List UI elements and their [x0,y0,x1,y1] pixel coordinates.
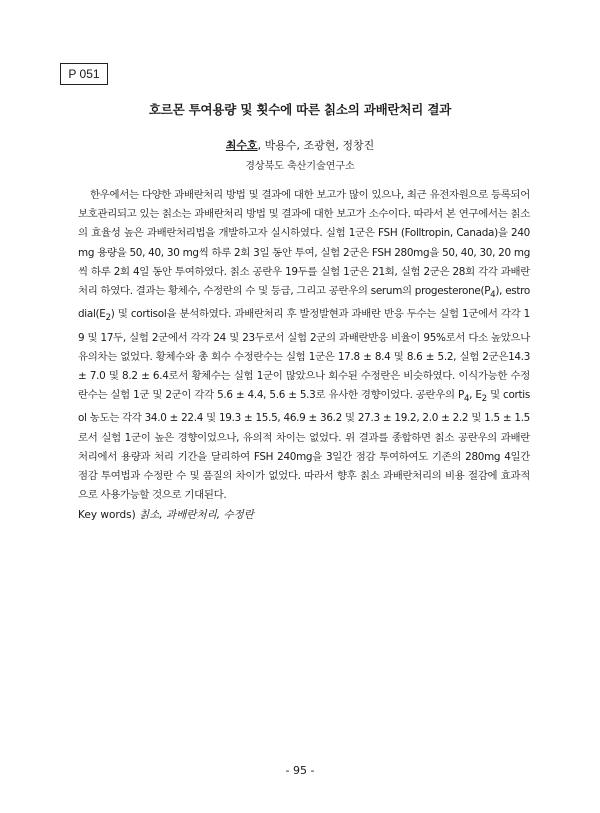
subscript-e2-second: 2 [481,394,487,405]
abstract-text-5: 및 cortisol 농도는 각각 34.0 ± 22.4 및 19.3 ± 15.5, 46.9 ± 36.2 및 27.3 ± 19.2, 2.0 ± 2.2 및 1.5 ± 1.5로서 실험 1군이 높은 경향이었으나, 유의적 차이는 없었다. 위 결과를 종합하면 칡소 공란우의 과배란 처리에서 용량과 처리 기간을 달리하여 FSH 240mg을 3일간 점감 투여하여도 기존의 280mg 4일간 점감 투여법과 수정란 수 및 품질의 차이가 없었다. 따라서 향후 칡소 과배란처리의 비용 절감에 효과적으로 사용가능할 것으로 기대된다. [78,389,530,502]
abstract-text-2: ), estrodial(E [78,285,530,321]
abstract-code-box: P 051 [60,63,108,85]
subscript-p4-second: 4 [463,394,470,405]
subscript-e2: 2 [105,313,111,324]
abstract-text-4: , E [469,389,482,402]
keywords-label: Key words) [78,509,140,521]
affiliation: 경상북도 축산기술연구소 [245,161,355,172]
lead-author: 최수호 [225,139,258,152]
authors-line [60,137,540,153]
keywords-values: 칡소, 과배란처리, 수정란 [139,509,254,521]
abstract-text-1: 한우에서는 다양한 과배란처리 방법 및 결과에 대한 보고가 많이 있으나, 최근 유전자원으로 등록되어 보호관리되고 있는 칡소는 과배란처리 방법 및 결과에 대한 보고가 소수이다. 따라서 본 연구에서는 칡소의 효율성 높은 과배란처리법을 개발하고자 실시하였다. 실험 1군은 FSH (Folltropin, Canada)을 240mg 용량을 50, 40, 30 mg씩 하루 2회 3일 동안 투여, 실험 2군은 FSH 280mg을 50, 40, 30, 20 mg씩 하루 2회 4일 동안 투여하였다. 칡소 공란우 19두를 실험 1군은 21회, 실험 2군은 28회 각각 과배란처리 하였다. 결과는 황체수, 수정란의 수 및 등급, 그리고 공란우의 serum의 progesterone(P [78,189,530,298]
abstract-body [78,186,530,505]
keywords-line [78,507,254,522]
abstract-text-3: ) 및 cortisol을 분석하였다. 과배란처리 후 발정발현과 과배란 반응 두수는 실험 1군에서 각각 19 및 17두, 실험 2군에서 각각 24 및 23두로서 실험 2군의 과배란반응 비율이 95%로서 다소 높았으나 유의차는 없었다. 황체수와 총 회수 수정란수는 실험 1군은 17.8 ± 8.4 및 8.6 ± 5.2, 실험 2군은14.3 ± 7.0 및 8.2 ± 6.4로서 황체수는 실험 1군이 많았으나 회수된 수정란은 비슷하였다. 이식가능한 수정란수는 실험 1군 및 2군이 각각 5.6 ± 4.4, 5.6 ± 5.3로 유사한 경향이었다. 공란우의 P [78,308,530,402]
co-authors: , 박용수, 조광현, 정창진 [257,139,375,152]
paper-title: 호르몬 투여용량 및 횟수에 따른 칡소의 과배란처리 결과 [148,102,452,117]
page-number: - 95 - [285,764,315,777]
subscript-p4: 4 [490,290,496,301]
